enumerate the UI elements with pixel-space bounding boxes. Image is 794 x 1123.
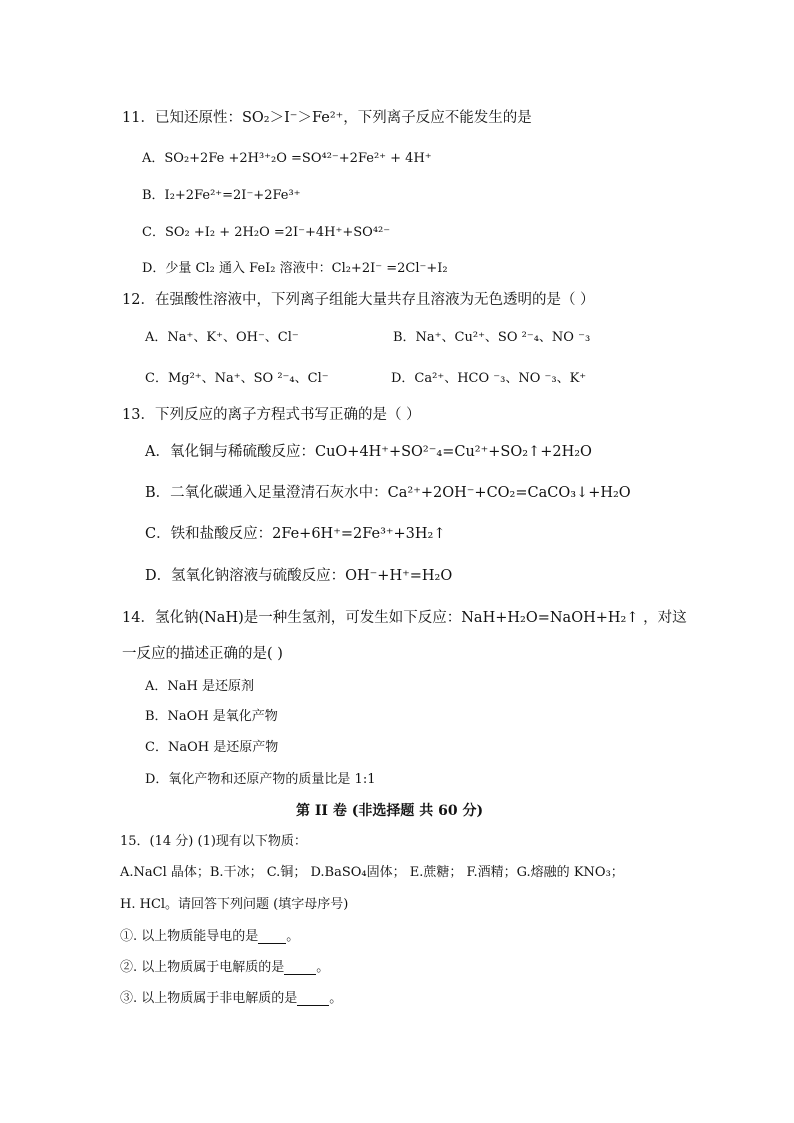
q14-stem-line2: 一反应的描述正确的是( ) xyxy=(122,646,283,662)
q11-stem: 11．已知还原性：SO₂＞I⁻＞Fe²⁺，下列离子反应不能发生的是 xyxy=(122,110,532,126)
q14-option-c: C．NaOH 是还原产物 xyxy=(145,740,279,755)
q11-option-c: C．SO₂ +I₂ + 2H₂O =2I⁻+4H⁺+SO⁴²⁻ xyxy=(142,225,391,240)
q15-stem: 15．(14 分) (1)现有以下物质： xyxy=(120,834,307,849)
q15-substance-list-line1: A.NaCl 晶体；B.干冰； C.铜； D.BaSO₄固体； E.蔗糖； F.酒精；G.熔融的 KNO₃； xyxy=(120,865,624,880)
q15-substance-list-line2: H. HCl。请回答下列问题 (填字母序号) xyxy=(120,897,349,912)
q13-option-a: A．氧化铜与稀硫酸反应：CuO+4H⁺+SO²⁻₄=Cu²⁺+SO₂↑+2H₂O xyxy=(145,444,592,460)
q15-subquestion-3-text: ③. 以上物质属于非电解质的是 xyxy=(120,991,298,1006)
q15-subquestion-1-text: ①. 以上物质能导电的是 xyxy=(120,929,259,944)
q11-option-b: B．I₂+2Fe²⁺=2I⁻+2Fe³⁺ xyxy=(142,188,301,203)
q12-option-a: A．Na⁺、K⁺、OH⁻、Cl⁻ xyxy=(145,330,299,345)
q14-option-b: B．NaOH 是氧化产物 xyxy=(145,709,278,724)
q15-subquestion-1 xyxy=(120,930,299,944)
q12-option-c: C．Mg²⁺、Na⁺、SO ²⁻₄、Cl⁻ xyxy=(145,371,329,386)
q15-subquestion-2-text: ②. 以上物质属于电解质的是 xyxy=(120,960,285,975)
q12-option-b: B．Na⁺、Cu²⁺、SO ²⁻₄、NO ⁻₃ xyxy=(393,330,591,345)
answer-blank-2[interactable] xyxy=(284,961,316,975)
q14-option-a: A．NaH 是还原剂 xyxy=(145,679,254,694)
q13-option-d: D．氢氧化钠溶液与硫酸反应：OH⁻+H⁺=H₂O xyxy=(145,568,453,584)
q14-option-d: D．氧化产物和还原产物的质量比是 1:1 xyxy=(145,772,376,787)
q13-stem: 13．下列反应的离子方程式书写正确的是（ ） xyxy=(122,407,421,423)
q13-option-b: B．二氧化碳通入足量澄清石灰水中：Ca²⁺+2OH⁻+CO₂=CaCO₃↓+H₂O xyxy=(145,485,631,501)
q11-option-d: D．少量 Cl₂ 通入 FeI₂ 溶液中：Cl₂+2I⁻ =2Cl⁻+I₂ xyxy=(142,261,448,276)
q15-subquestion-1-end: 。 xyxy=(286,929,300,944)
answer-blank-1[interactable] xyxy=(258,930,286,944)
q15-subquestion-3-end: 。 xyxy=(329,991,343,1006)
answer-blank-3[interactable] xyxy=(297,992,329,1006)
q15-subquestion-3 xyxy=(120,992,342,1006)
section-title: 第 II 卷 (非选择题 共 60 分) xyxy=(296,803,484,819)
q15-subquestion-2 xyxy=(120,961,329,975)
q14-stem-line1: 14．氢化钠(NaH)是一种生氢剂，可发生如下反应：NaH+H₂O=NaOH+H₂↑ ，对这 xyxy=(122,610,687,626)
q12-option-d: D．Ca²⁺、HCO ⁻₃、NO ⁻₃、K⁺ xyxy=(391,371,587,386)
q13-option-c: C．铁和盐酸反应：2Fe+6H⁺=2Fe³⁺+3H₂↑ xyxy=(145,526,446,542)
q12-stem: 12．在强酸性溶液中，下列离子组能大量共存且溶液为无色透明的是（ ） xyxy=(122,292,595,308)
q11-option-a: A．SO₂+2Fe +2H³⁺₂O =SO⁴²⁻+2Fe²⁺ + 4H⁺ xyxy=(142,151,432,166)
q15-subquestion-2-end: 。 xyxy=(316,960,330,975)
